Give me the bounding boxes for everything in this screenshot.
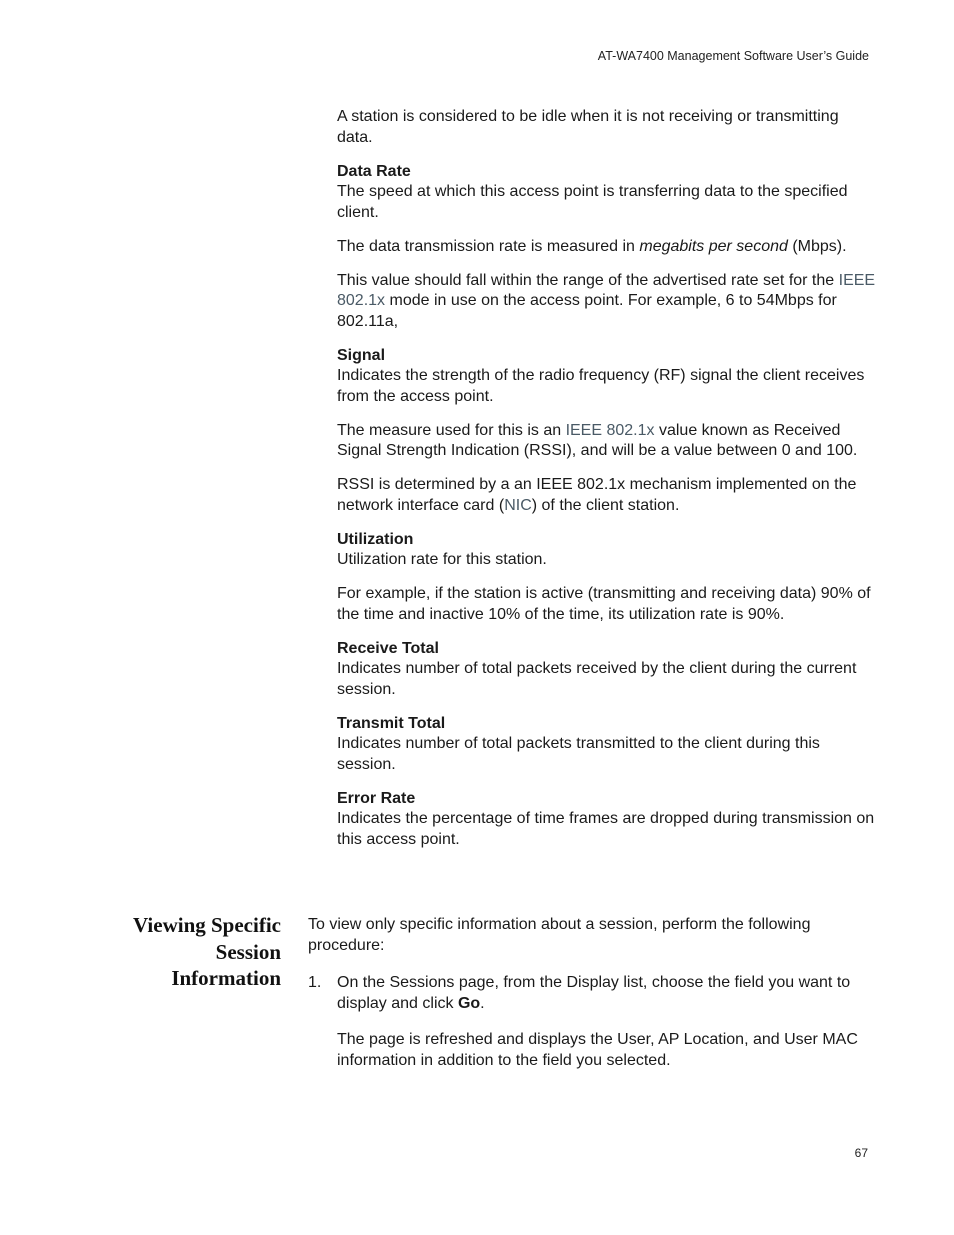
section-heading-line: Viewing Specific <box>133 913 281 937</box>
term-def-data-rate: The speed at which this access point is transferring data to the specified client. <box>337 183 848 221</box>
text: The data transmission rate is measured in <box>337 237 640 255</box>
section-heading <box>100 912 281 992</box>
term-error-rate <box>337 789 877 851</box>
term-def-receive-total: Indicates number of total packets received by the client during the current session. <box>337 660 857 698</box>
signal-paragraph-2 <box>337 475 877 516</box>
step-text <box>337 973 878 1014</box>
procedure-intro: To view only specific information about a session, perform the following procedure: <box>308 916 811 954</box>
term-def-utilization: Utilization rate for this station. <box>337 551 547 568</box>
term-title-signal: Signal <box>337 346 386 364</box>
term-signal <box>337 346 877 408</box>
idle-description: A station is considered to be idle when it is not receiving or transmitting data. <box>337 108 839 146</box>
term-transmit-total <box>337 714 877 776</box>
procedure <box>308 915 878 1088</box>
term-title-receive-total: Receive Total <box>337 639 439 657</box>
text: On the Sessions page, from the Display list, choose the field you want to display and click <box>337 974 851 1012</box>
section-heading-line: Information <box>171 966 281 990</box>
text: mode in use on the access point. For example, 6 to 54Mbps for 802.11a, <box>337 292 837 330</box>
text: The measure used for this is an <box>337 421 566 439</box>
term-utilization <box>337 530 877 571</box>
text: This value should fall within the range of the advertised rate set for the <box>337 271 839 289</box>
term-title-transmit-total: Transmit Total <box>337 714 446 732</box>
text: (Mbps). <box>787 237 847 255</box>
text: value known as Received Signal Strength Indication (RSSI), and will be a value between 0 and 100. <box>337 421 858 459</box>
section-heading-line: Session <box>215 939 281 964</box>
page-number: 67 <box>854 1146 868 1160</box>
running-header: AT-WA7400 Management Software User’s Guide <box>597 49 869 63</box>
term-definitions <box>337 107 877 864</box>
signal-paragraph-1 <box>337 421 877 462</box>
utilization-paragraph: For example, if the station is active (transmitting and receiving data) 90% of the time and inactive 10% of the time, its utilization rate is 90%. <box>337 585 871 623</box>
term-data-rate <box>337 162 877 224</box>
term-title-utilization: Utilization <box>337 530 414 548</box>
term-title-error-rate: Error Rate <box>337 789 416 807</box>
term-def-signal: Indicates the strength of the radio frequency (RF) signal the client receives from the access point. <box>337 367 865 405</box>
text: ) of the client station. <box>531 496 680 514</box>
step-result: The page is refreshed and displays the User, AP Location, and User MAC information in addition to the field you selected. <box>337 1031 858 1069</box>
emphasis: megabits per second <box>639 237 788 255</box>
procedure-step-1 <box>308 973 878 1014</box>
text: . <box>480 994 485 1012</box>
step-number: 1. <box>308 974 322 991</box>
data-rate-paragraph-1 <box>337 237 877 258</box>
term-receive-total <box>337 639 877 701</box>
term-def-transmit-total: Indicates number of total packets transmitted to the client during this session. <box>337 735 820 773</box>
text: RSSI is determined by a an IEEE 802.1x mechanism implemented on the network interface card ( <box>337 476 857 514</box>
ieee-link[interactable]: IEEE 802.1x <box>337 271 876 309</box>
ieee-link[interactable]: IEEE 802.1x <box>565 421 655 439</box>
term-def-error-rate: Indicates the percentage of time frames are dropped during transmission on this access point. <box>337 810 875 848</box>
term-title-data-rate: Data Rate <box>337 162 411 180</box>
nic-link[interactable]: NIC <box>504 496 532 514</box>
go-label: Go <box>457 994 481 1012</box>
data-rate-paragraph-2 <box>337 271 877 333</box>
